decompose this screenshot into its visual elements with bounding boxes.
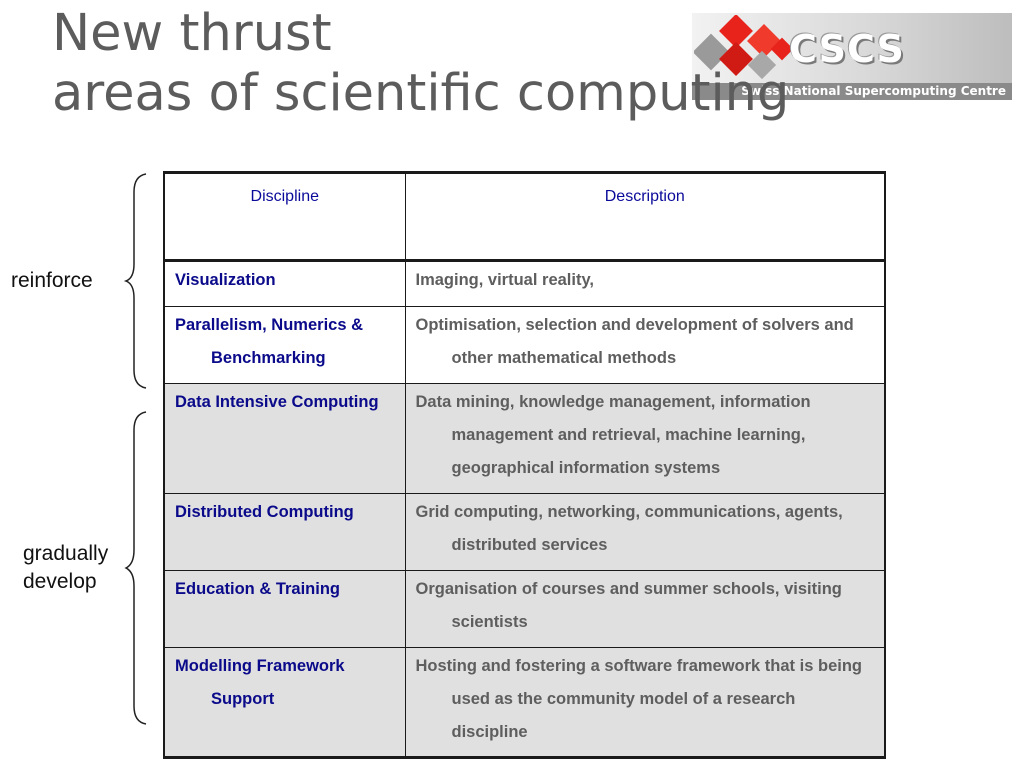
description-cell: Imaging, virtual reality, [405, 261, 885, 307]
table-row [164, 261, 885, 307]
slide-title-line-1: New thrust [52, 4, 332, 63]
table-row [164, 571, 885, 648]
discipline-cell: Distributed Computing [164, 494, 405, 571]
discipline-cell: Data Intensive Computing [164, 384, 405, 494]
description-cell: Organisation of courses and summer schools, visiting scientists [405, 571, 885, 648]
reinforce-brace [120, 172, 150, 390]
discipline-cell: Modelling Framework Support [164, 648, 405, 758]
table-row [164, 307, 885, 384]
slide-title-line-2: areas of scientific computing [52, 64, 790, 123]
reinforce-label: reinforce [11, 269, 93, 292]
develop-label: gradually develop [23, 542, 109, 593]
discipline-cell: Parallelism, Numerics & Benchmarking [164, 307, 405, 384]
header-discipline: Discipline [164, 173, 405, 261]
logo-wordmark: CSCS [789, 27, 905, 71]
discipline-cell: Education & Training [164, 571, 405, 648]
description-cell: Hosting and fostering a software framework that is being used as the community model of a research discipline [405, 648, 885, 758]
table-row [164, 648, 885, 758]
logo-subtitle: Swiss National Supercomputing Centre [692, 83, 1012, 100]
develop-brace [120, 410, 150, 726]
description-cell: Data mining, knowledge management, information management and retrieval, machine learning, geographical information systems [405, 384, 885, 494]
discipline-table [163, 171, 886, 759]
discipline-cell: Visualization [164, 261, 405, 307]
description-cell: Optimisation, selection and development of solvers and other mathematical methods [405, 307, 885, 384]
slide-title [52, 4, 789, 124]
table-row [164, 384, 885, 494]
description-cell: Grid computing, networking, communications, agents, distributed services [405, 494, 885, 571]
header-description: Description [405, 173, 885, 261]
table-row [164, 494, 885, 571]
table-header-row [164, 173, 885, 261]
